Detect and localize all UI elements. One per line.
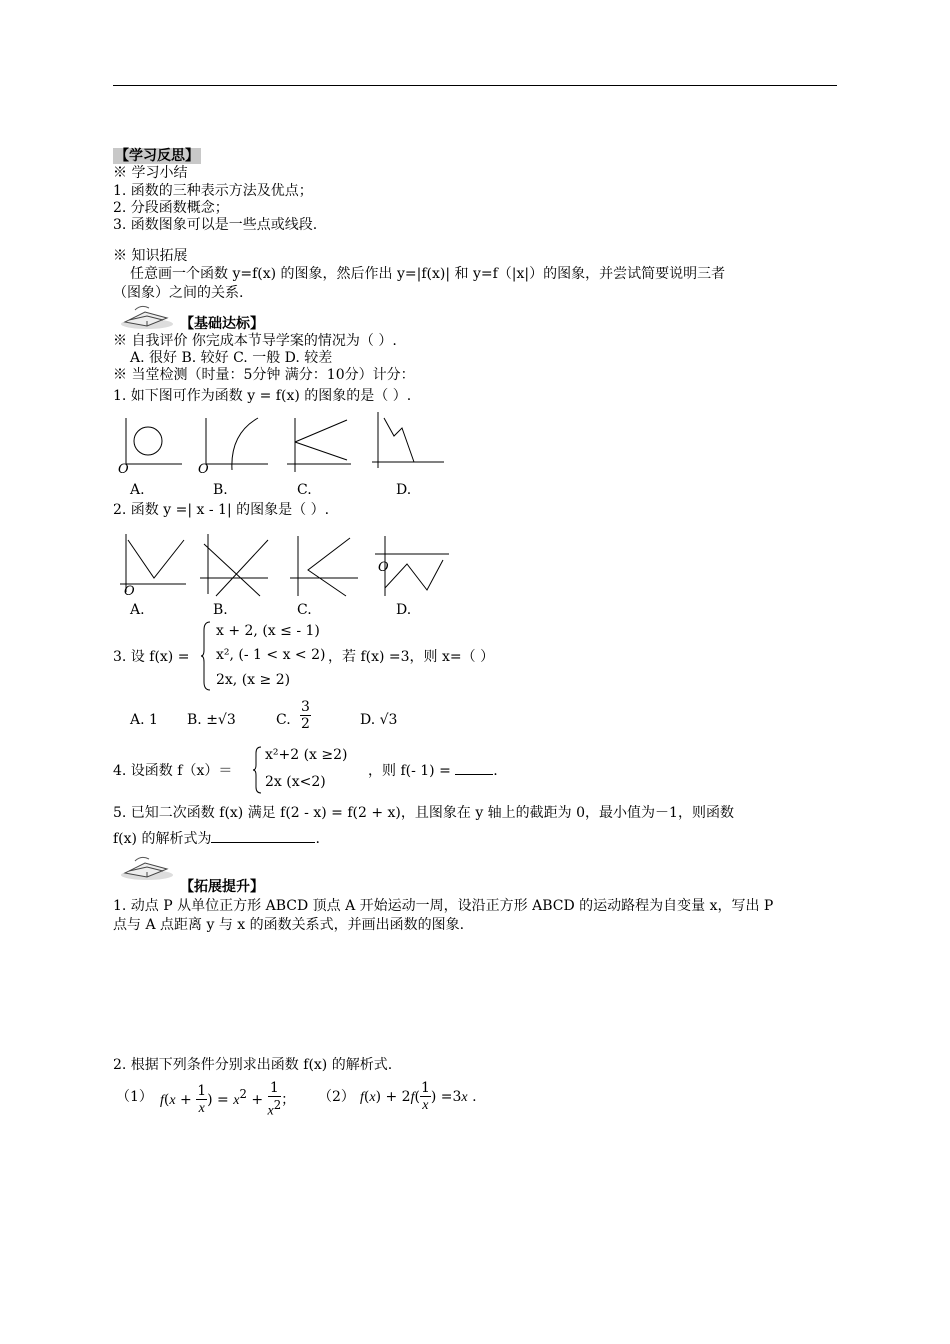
q3-fraction: $\frac{3}{2}$ xyxy=(301,699,310,732)
p2-part2-formula: f(x) + 2f( $\frac{1}{x}$ ) =3x . xyxy=(360,1080,477,1113)
q3-option: D. √3 xyxy=(360,712,398,728)
self-eval-options: A. 很好 B. 较好 C. 一般 D. 较差 xyxy=(130,350,333,366)
problem-2: 2. 根据下列条件分别求出函数 f(x) 的解析式. xyxy=(113,1057,393,1073)
q2-label: A. xyxy=(130,602,145,618)
book-icon xyxy=(117,304,179,330)
question-3-prefix: 3. 设 f(x) = xyxy=(113,649,190,665)
q3-option: C. xyxy=(276,712,291,728)
axis-origin: O xyxy=(124,584,135,599)
q2-graph-c xyxy=(288,532,362,600)
q3-case: x + 2, (x ≤ - 1) xyxy=(216,623,320,639)
q4-case: 2x (x<2) xyxy=(265,774,326,790)
p2-part1-label: （1） xyxy=(116,1089,153,1105)
q1-label: C. xyxy=(297,482,312,498)
expand-text: （图象）之间的关系. xyxy=(113,285,244,301)
q1-graph-d xyxy=(368,408,448,474)
p2-part2-label: （2） xyxy=(318,1089,355,1105)
summary-item: 2. 分段函数概念； xyxy=(113,200,229,216)
q2-label: B. xyxy=(213,602,228,618)
q4-case: x²+2 (x ≥2) xyxy=(265,747,348,763)
q3-case: x², (- 1 < x < 2) xyxy=(216,647,326,663)
self-eval: ※ 自我评价 你完成本节导学案的情况为（ ）. xyxy=(113,333,397,349)
q1-label: A. xyxy=(130,482,145,498)
q2-graph-b xyxy=(198,530,274,600)
problem-1: 1. 动点 P 从单位正方形 ABCD 顶点 A 开始运动一周，设沿正方形 ABCD 的运动路程为自变量 x，写出 P xyxy=(113,898,774,914)
summary-title: ※ 学习小结 xyxy=(113,165,188,181)
q3-option: B. ±√3 xyxy=(187,712,236,728)
problem-1-cont: 点与 A 点距离 y 与 x 的函数关系式，并画出函数的图象. xyxy=(113,917,465,933)
expand-text: 任意画一个函数 y=f(x) 的图象，然后作出 y=|f(x)| 和 y=f（|x|）的图象，并尝试简要说明三者 xyxy=(130,266,726,282)
question-4-suffix: ，则 f(- 1) = . xyxy=(368,763,498,779)
summary-item: 3. 函数图象可以是一些点或线段. xyxy=(113,217,318,233)
q2-label: C. xyxy=(297,602,312,618)
advance-heading: 【拓展提升】 xyxy=(180,879,264,895)
axis-origin: O xyxy=(198,462,209,477)
question-5-cont: f(x) 的解析式为 . xyxy=(113,831,320,847)
brace xyxy=(252,745,262,795)
reflection-heading: 【学习反思】 xyxy=(115,148,199,164)
q3-case: 2x, (x ≥ 2) xyxy=(216,672,291,688)
summary-item: 1. 函数的三种表示方法及优点； xyxy=(113,183,313,199)
brace xyxy=(200,620,212,692)
axis-origin: O xyxy=(118,462,129,477)
basic-heading: 【基础达标】 xyxy=(180,316,264,332)
header-rule xyxy=(113,85,837,86)
test-title: ※ 当堂检测（时量：5分钟 满分：10分）计分： xyxy=(113,367,415,383)
question-1: 1. 如下图可作为函数 y = f(x) 的图象的是（ ）. xyxy=(113,388,412,404)
expand-title: ※ 知识拓展 xyxy=(113,248,188,264)
question-3-suffix: ，若 f(x) =3，则 x=（ ） xyxy=(328,649,495,665)
q3-option: A. 1 xyxy=(130,712,158,728)
q1-label: B. xyxy=(213,482,228,498)
q1-graph-c xyxy=(283,414,355,476)
question-4-prefix: 4. 设函数 f（x）＝ xyxy=(113,763,233,779)
question-5: 5. 已知二次函数 f(x) 满足 f(2 - x) = f(2 + x)，且图象在 y 轴上的截距为 0，最小值为－1，则函数 xyxy=(113,805,734,821)
p2-part1-formula: f(x + $\frac{1}{x}$ ) = $x^2$ + $\frac{1}{x^2}$ ； xyxy=(160,1080,296,1119)
book-icon xyxy=(117,855,179,881)
q2-label: D. xyxy=(396,602,412,618)
q1-label: D. xyxy=(396,482,412,498)
axis-origin: O xyxy=(378,560,389,575)
question-2: 2. 函数 y =| x - 1| 的图象是（ ）. xyxy=(113,502,330,518)
